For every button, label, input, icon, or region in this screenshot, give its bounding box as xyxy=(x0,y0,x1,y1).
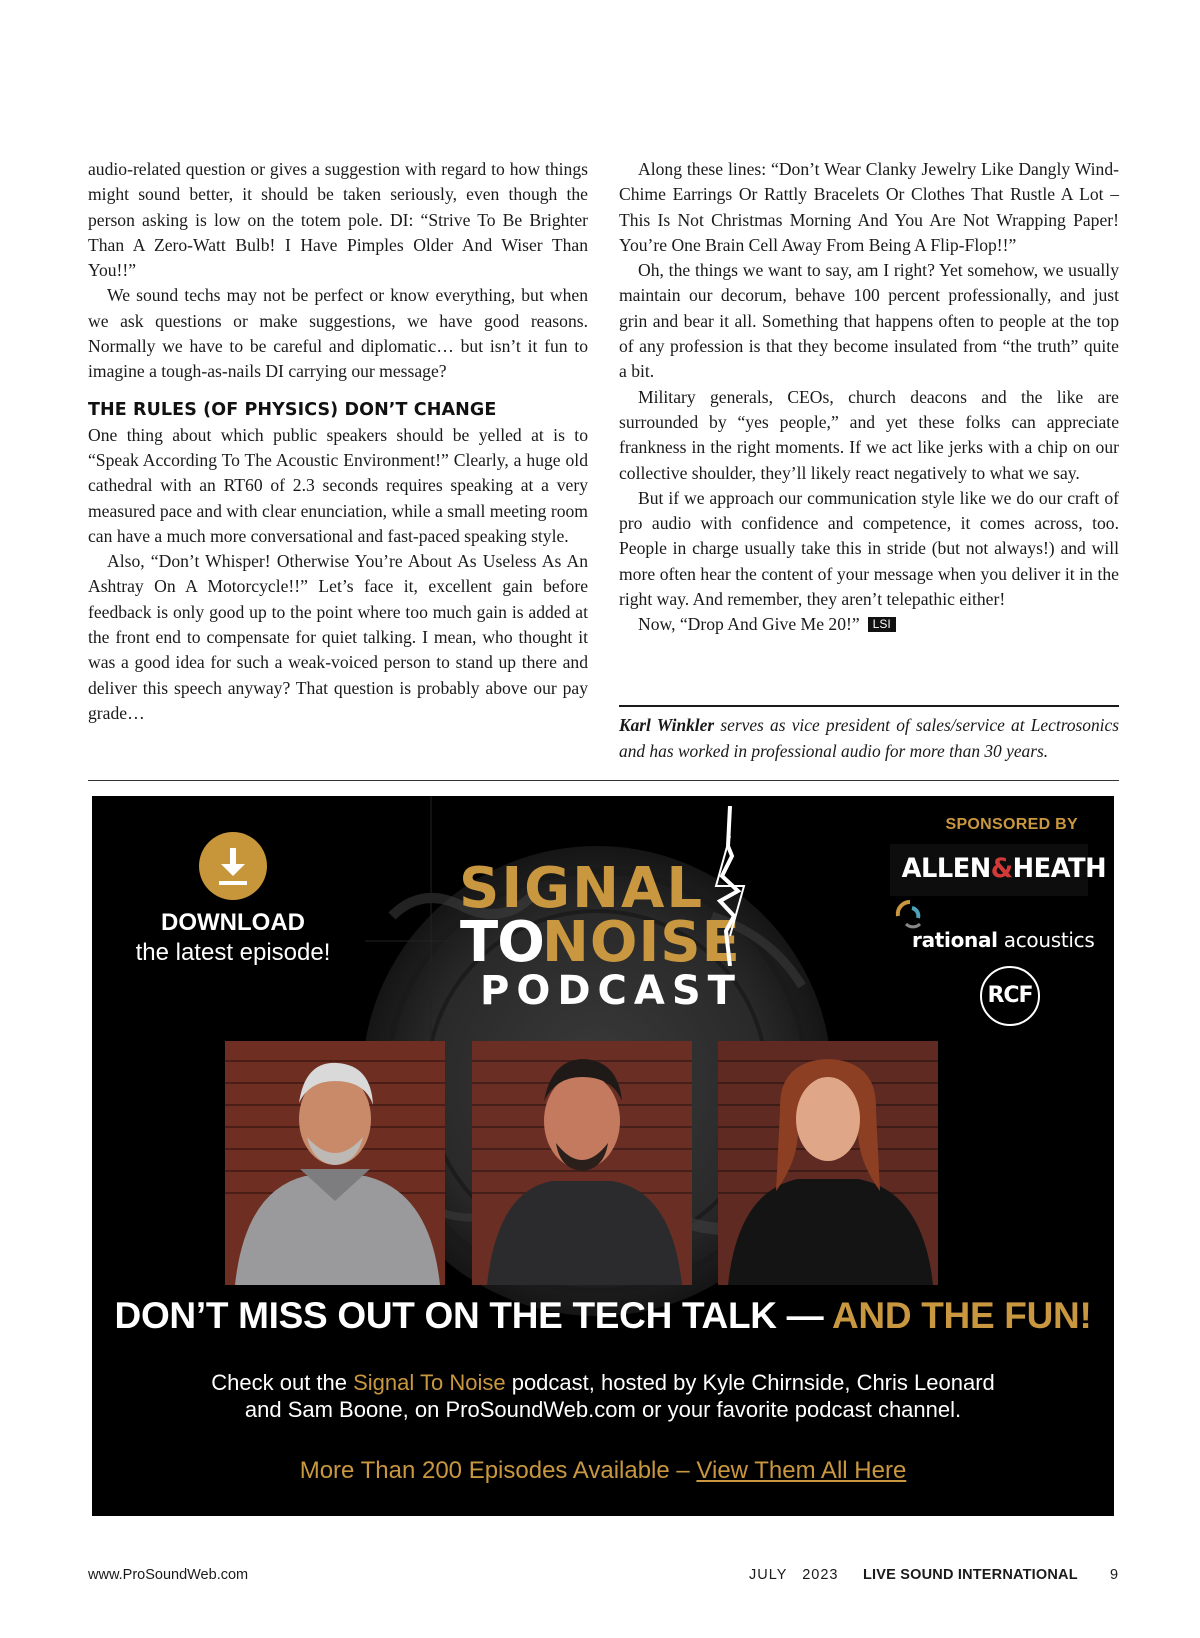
bio-divider xyxy=(619,705,1119,707)
end-badge: LSI xyxy=(868,617,896,632)
host-photo-chris xyxy=(472,1041,692,1285)
author-name: Karl Winkler xyxy=(619,715,715,735)
sponsor-rcf-logo[interactable]: RCF xyxy=(980,966,1040,1026)
footer-url[interactable]: www.ProSoundWeb.com xyxy=(88,1567,249,1583)
sponsor-acoustics: acoustics xyxy=(997,928,1095,952)
footer-date: JULY 2023 xyxy=(749,1567,839,1583)
desc-podcast-name: Signal To Noise xyxy=(353,1370,506,1395)
paragraph: One thing about which public speakers should be yelled at is to “Speak According To The Acoustic Environment!” Clearly, a huge old cathedral with an RT60 of 2.3 seconds requires speaking at a very measured pace and with clear enunciation, while a small meeting room can have a much more conversational and fast-paced speaking style. xyxy=(88,424,588,546)
logo-signal-text: SIGNAL xyxy=(459,856,705,921)
closing-text: Now, “Drop And Give Me 20!” xyxy=(638,614,860,635)
page-divider xyxy=(88,780,1119,781)
paragraph: Oh, the things we want to say, am I right? Yet somehow, we usually maintain our decorum, behave 100 percent professionally, and just grin and bear it all. Something that happens often to people at the top of any profession is that they become insulated from “the truth” quite a bit. xyxy=(619,260,1119,382)
desc-post: podcast, hosted by Kyle Chirnside, Chris Leonard xyxy=(505,1370,995,1395)
section-subhead: THE RULES (OF PHYSICS) DON’T CHANGE xyxy=(88,399,497,420)
paragraph: But if we approach our communication style like we do our craft of pro audio with confidence and competence, it comes across, too. People in charge usually take this in stride (but not always!) and will more often hear the content of your message when you deliver it in the right way. And remember, they aren’t telepathic either! xyxy=(619,487,1119,610)
episodes-text: More Than 200 Episodes Available – xyxy=(299,1457,697,1484)
logo-podcast-text: PODCAST xyxy=(480,968,742,1014)
sponsor-allen: ALLEN xyxy=(901,853,991,884)
sponsored-by-label: SPONSORED BY xyxy=(945,816,1078,833)
view-all-link[interactable]: View Them All Here xyxy=(696,1457,907,1484)
sponsor-rational: rational xyxy=(912,928,998,952)
author-bio-text: serves as vice president of sales/service at Lectrosonics and has worked in professional audio for more than 30 years. xyxy=(619,715,1119,761)
desc-line-2: and Sam Boone, on ProSoundWeb.com or your favorite podcast channel. xyxy=(244,1397,962,1422)
episodes-line xyxy=(92,1456,1114,1486)
host-photo-kyle xyxy=(225,1041,445,1285)
rational-acoustics-icon xyxy=(890,894,930,930)
paragraph: Along these lines: “Don’t Wear Clanky Jewelry Like Dangly Wind-Chime Earrings Or Rattly Bracelets Or Clothes That Rustle A Lot – This Is Not Christmas Morning And You Are Not Wrapping Paper! You’re One Brain Cell Away From Being A Flip-Flop!!” xyxy=(619,159,1119,255)
footer-magazine-name: LIVE SOUND INTERNATIONAL xyxy=(863,1567,1078,1583)
waveform-icon xyxy=(710,806,750,966)
author-bio xyxy=(619,713,1119,764)
paragraph: We sound techs may not be perfect or know everything, but when we ask questions or make suggestions, we have good reasons. Normally we have to be careful and diplomatic… but isn’t it fun to imagine a tough-as-nails DI carrying our message? xyxy=(88,285,588,382)
podcast-advertisement[interactable] xyxy=(92,796,1114,1516)
download-sublabel[interactable]: the latest episode! xyxy=(135,939,331,966)
article-right-column xyxy=(619,157,1119,638)
ad-description xyxy=(92,1369,1114,1423)
headline-gold: AND THE FUN! xyxy=(831,1295,1092,1336)
sponsor-heath: HEATH xyxy=(1012,853,1107,884)
logo-noise-text: NOISE xyxy=(542,910,741,975)
paragraph: Also, “Don’t Whisper! Otherwise You’re About As Useless As An Ashtray On A Motorcycle!!” Let’s face it, excellent gain before feedback is only good up to the point where too much gain is added at the front end to compensate for quiet talking. I mean, who thought it was a good idea for such a weak-voiced person to stand up there and deliver this speech anyway? That question is probably above our pay grade… xyxy=(88,551,588,723)
headline-white: DON’T MISS OUT ON THE TECH TALK — xyxy=(114,1295,832,1336)
download-label[interactable]: DOWNLOAD xyxy=(161,909,305,936)
paragraph: Military generals, CEOs, church deacons and the like are surrounded by “yes people,” and yet these folks can appreciate frankness in the right moments. If we act like jerks with a chip on our collective shoulder, they’ll likely react negatively to what we say. xyxy=(619,386,1119,483)
sponsor-rational-acoustics-logo[interactable] xyxy=(912,926,1094,954)
download-icon[interactable] xyxy=(199,832,267,900)
ad-headline xyxy=(92,1294,1114,1338)
closing-paragraph xyxy=(619,612,1119,637)
desc-pre: Check out the xyxy=(211,1370,354,1395)
paragraph: audio-related question or gives a suggestion with regard to how things might sound better, it should be taken seriously, even though the person asking is low on the totem pole. DI: “Strive To Be Brighter Than A Zero-Watt Bulb! I Have Pimples Older And Wiser Than You!!” xyxy=(88,159,588,281)
desc-line-1 xyxy=(92,1369,1114,1396)
host-photo-sam xyxy=(718,1041,938,1285)
sponsor-allen-heath-logo[interactable] xyxy=(901,848,1107,890)
logo-to-text: TO xyxy=(460,910,544,975)
page-number: 9 xyxy=(1110,1567,1119,1583)
article-left-column xyxy=(88,157,588,726)
sponsor-ampersand: & xyxy=(990,853,1013,884)
